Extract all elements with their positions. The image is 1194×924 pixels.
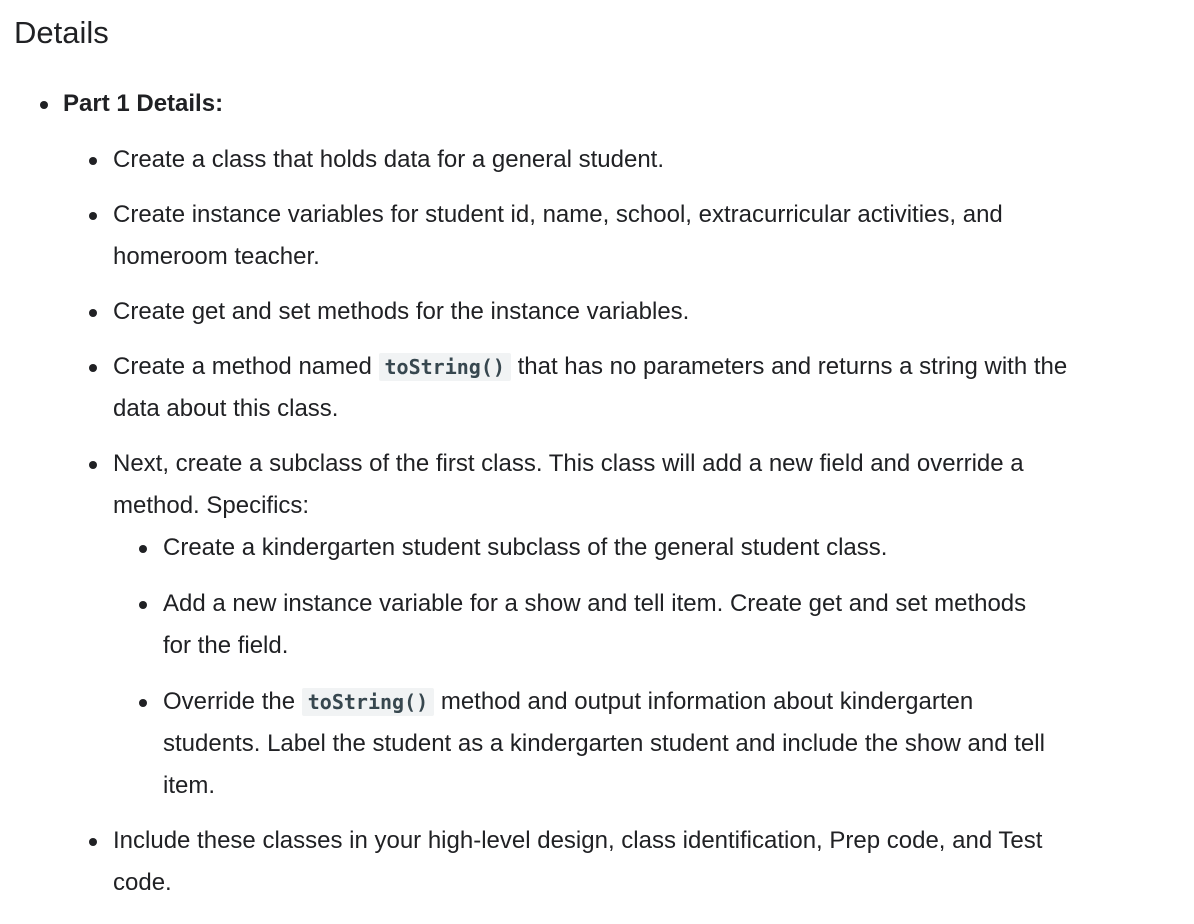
item-text-before: Create a method named [113,353,379,380]
list-item [0,583,1094,667]
subclass-items [0,527,1094,807]
bullet-icon [40,101,48,109]
item-text: Create instance variables for student id, name, school, extracurricular activities, and homeroom teacher. [113,201,1003,270]
item-text: Next, create a subclass of the first class. This class will add a new field and override a method. Specifics: [113,450,1024,519]
bullet-icon [139,601,147,609]
part1-items [0,139,1154,904]
part1-heading: Part 1 Details: [63,90,224,117]
part1-section [0,83,1194,904]
item-text-after: that has no parameters and returns a string with the data about this class. [113,353,1068,422]
bullet-icon [89,157,97,165]
list-item [0,527,1094,569]
bullet-icon [139,545,147,553]
list-item [0,291,1154,333]
bullet-icon [89,364,97,372]
item-text-after: method and output information about kindergarten students. Label the student as a kindergarten student and include the show and tell item. [163,688,1045,799]
bullet-icon [89,461,97,469]
list-item [0,346,1154,430]
list-item [0,820,1154,904]
item-text: Create a kindergarten student subclass of the general student class. [163,534,888,561]
item-text: Include these classes in your high-level design, class identification, Prep code, and Test code. [113,827,1043,896]
list-item [0,139,1154,181]
list-item [0,194,1154,278]
page-title: Details [14,15,109,50]
item-text: Create a class that holds data for a general student. [113,146,665,173]
item-text: Add a new instance variable for a show and tell item. Create get and set methods for the field. [163,590,1027,659]
bullet-icon [89,838,97,846]
item-text-before: Override the [163,688,302,715]
details-list [0,83,1194,918]
tostring-code: toString() [302,688,434,716]
bullet-icon [89,212,97,220]
list-item-subclass [0,443,1154,807]
list-item [0,681,1094,807]
tostring-code: toString() [379,353,511,381]
item-text: Create get and set methods for the instance variables. [113,298,690,325]
bullet-icon [139,699,147,707]
bullet-icon [89,309,97,317]
